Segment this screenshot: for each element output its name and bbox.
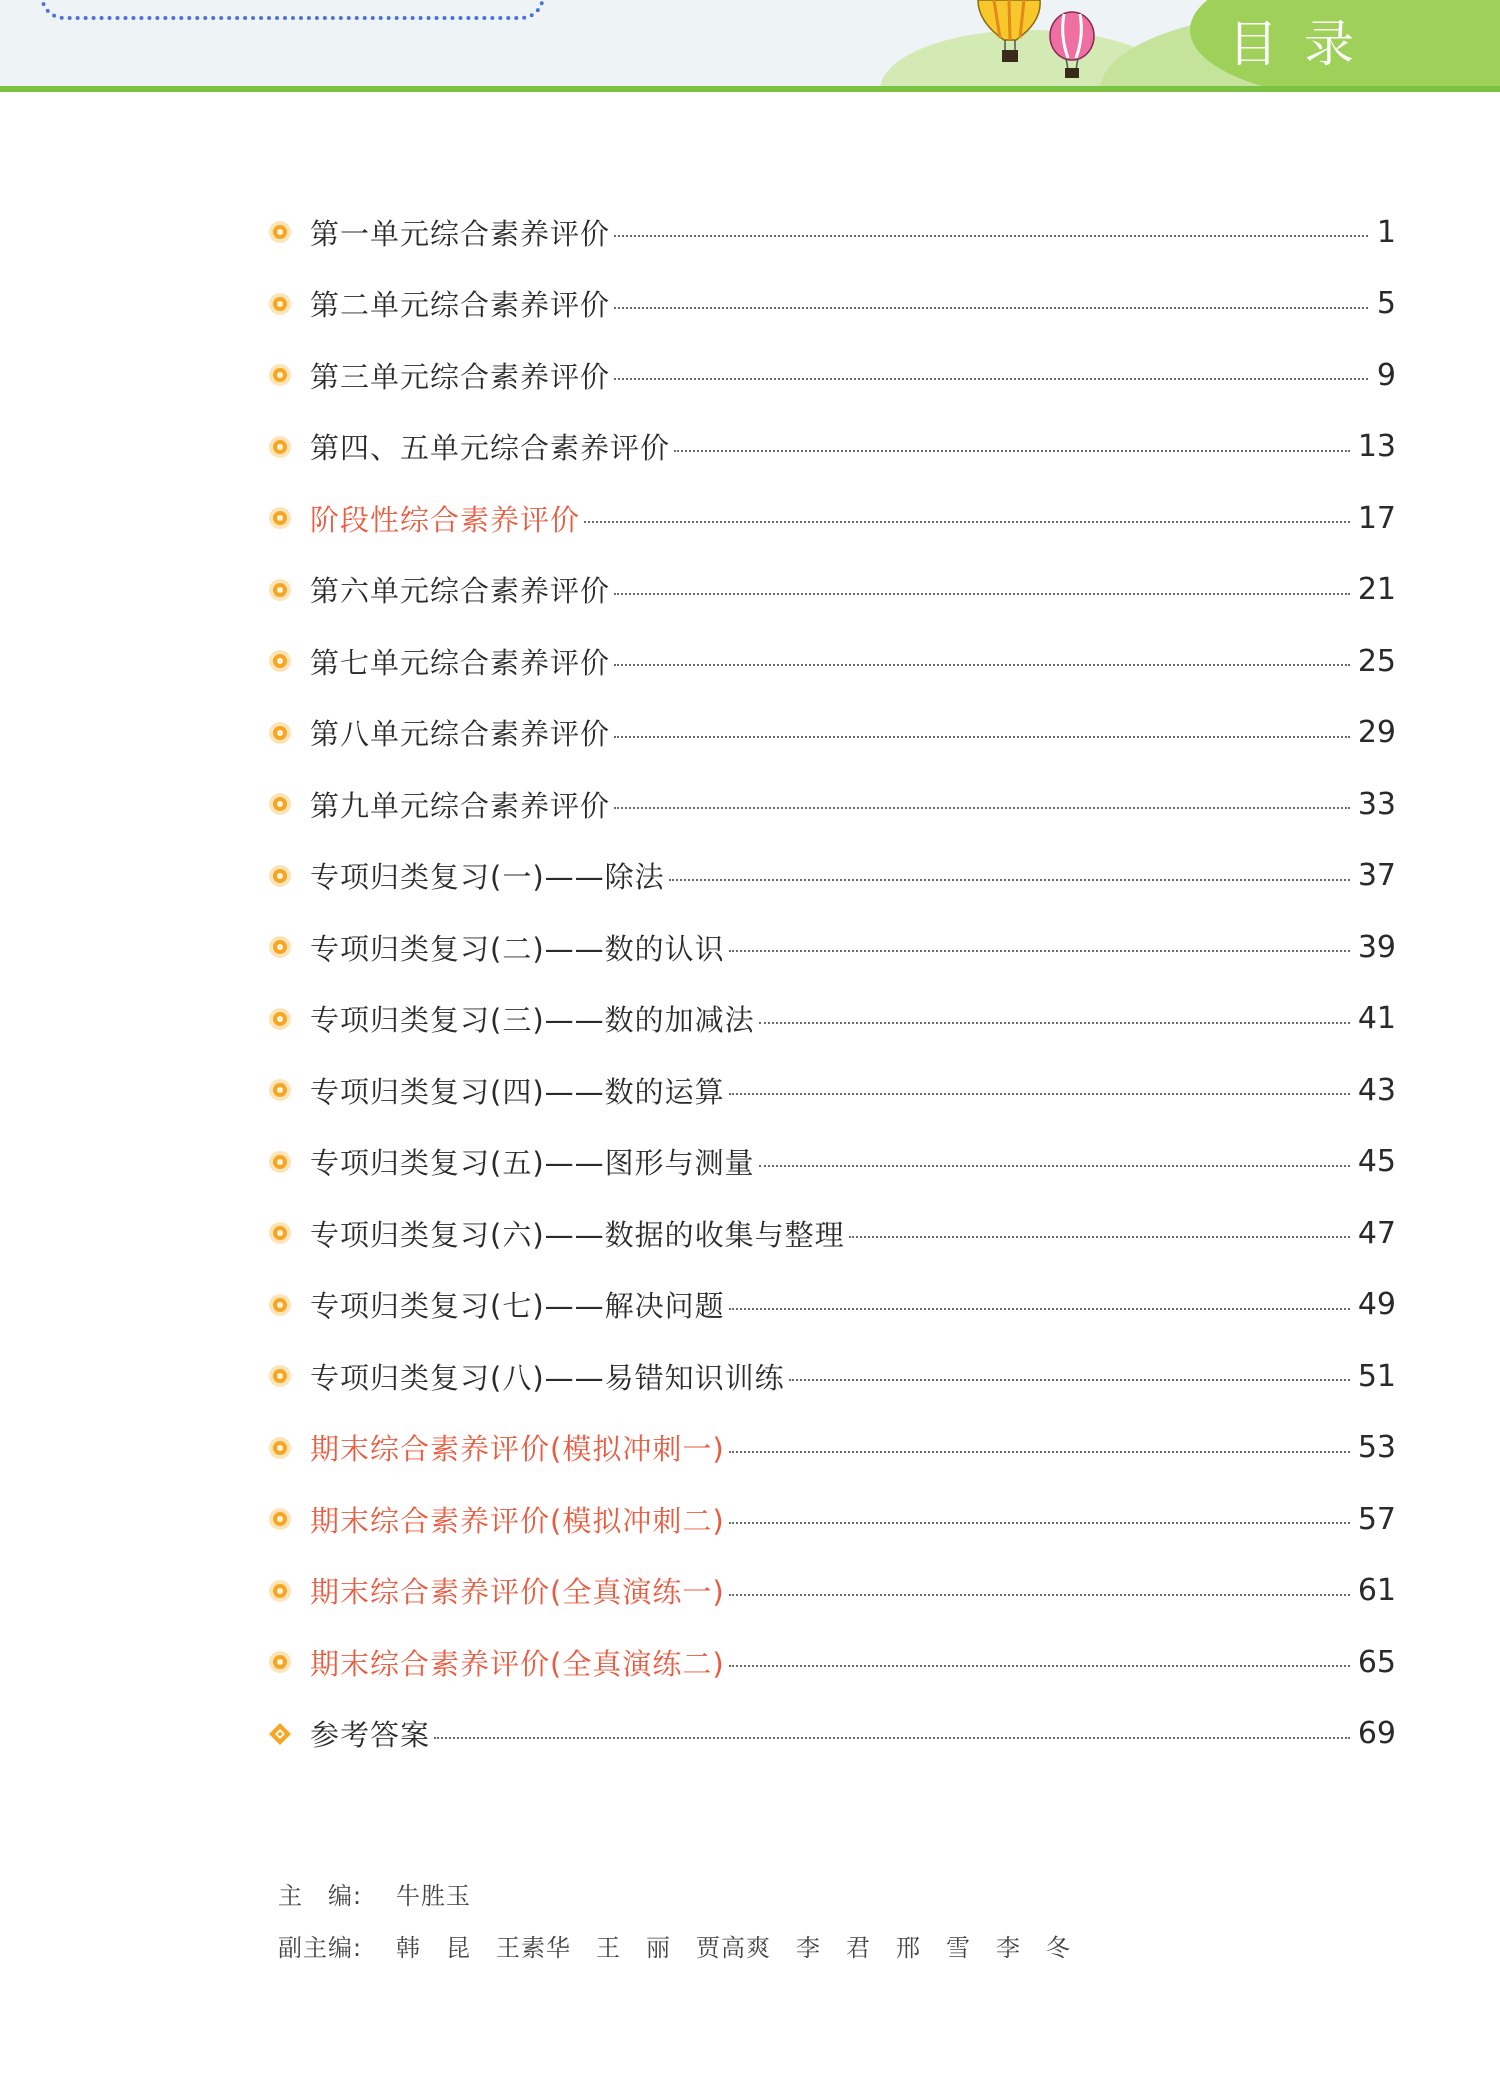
page-title: 目录 — [1228, 15, 1380, 73]
toc-entry[interactable] — [268, 1279, 1396, 1331]
pink-balloon-icon — [1050, 12, 1094, 78]
toc-entry[interactable] — [268, 1350, 1396, 1402]
toc-entry-page-number: 39 — [1357, 929, 1396, 965]
dot-leader — [674, 450, 1350, 452]
toc-entry-page-number: 37 — [1357, 858, 1396, 893]
dot-bullet-icon — [268, 1507, 292, 1531]
toc-entry[interactable] — [268, 1565, 1396, 1617]
deputy-editor-names: 韩 昆 王素华 王 丽 贾高爽 李 君 邢 雪 李 冬 — [396, 1934, 1071, 1962]
dotted-frame-decoration — [40, 0, 545, 20]
toc-entry-page-number: 49 — [1357, 1287, 1396, 1322]
dot-bullet-icon — [268, 864, 292, 888]
toc-entry[interactable] — [268, 564, 1396, 616]
toc-entry-title: 第一单元综合素养评价 — [310, 216, 611, 251]
toc-entry-title: 第四、五单元综合素养评价 — [310, 431, 671, 465]
toc-entry-page-number: 9 — [1376, 357, 1396, 393]
page-header — [0, 0, 1500, 92]
toc-entry-page-number: 45 — [1357, 1144, 1396, 1179]
toc-entry-page-number: 61 — [1357, 1573, 1396, 1608]
hot-air-balloons-icon — [960, 0, 1100, 92]
dot-bullet-icon — [268, 1293, 292, 1317]
toc-entry[interactable] — [268, 635, 1396, 687]
toc-entry-title: 专项归类复习(八)——易错知识训练 — [310, 1360, 785, 1395]
toc-entry-title: 期末综合素养评价(全真演练一) — [310, 1575, 725, 1609]
yellow-balloon-icon — [978, 0, 1040, 62]
dot-bullet-icon — [268, 1221, 292, 1245]
dot-leader — [759, 1022, 1350, 1024]
toc-entry[interactable] — [268, 1136, 1396, 1188]
toc-entry-title: 专项归类复习(七)——解决问题 — [310, 1289, 725, 1323]
toc-entry-title: 参考答案 — [310, 1718, 431, 1752]
dot-bullet-icon — [268, 1150, 292, 1174]
dot-leader — [849, 1236, 1350, 1238]
toc-entry[interactable] — [268, 421, 1396, 473]
toc-entry[interactable] — [268, 1207, 1396, 1259]
toc-entry-page-number: 1 — [1376, 214, 1396, 250]
toc-entry[interactable] — [268, 1708, 1396, 1760]
dot-leader — [614, 593, 1350, 595]
dot-bullet-icon — [268, 363, 292, 387]
dot-leader — [614, 235, 1368, 237]
toc-entry-title: 第九单元综合素养评价 — [310, 788, 611, 823]
toc-entry[interactable] — [268, 993, 1396, 1045]
toc-entry-page-number: 57 — [1357, 1501, 1396, 1537]
toc-entry[interactable] — [268, 1064, 1396, 1116]
dot-bullet-icon — [268, 1078, 292, 1102]
toc-entry-page-number: 47 — [1357, 1215, 1396, 1251]
toc-entry-page-number: 43 — [1357, 1072, 1396, 1108]
dot-bullet-icon — [268, 506, 292, 530]
toc-entry-page-number: 29 — [1357, 715, 1396, 750]
toc-entry[interactable] — [268, 707, 1396, 759]
toc-entry-title: 专项归类复习(三)——数的加减法 — [310, 1003, 755, 1037]
dot-leader — [584, 521, 1350, 523]
toc-entry-page-number: 21 — [1357, 572, 1396, 607]
dot-leader — [614, 664, 1350, 666]
dot-bullet-icon — [268, 649, 292, 673]
toc-entry-title: 阶段性综合素养评价 — [310, 502, 581, 537]
toc-entry[interactable] — [268, 1636, 1396, 1688]
toc-entry-title: 期末综合素养评价(全真演练二) — [310, 1646, 725, 1681]
toc-entry-page-number: 33 — [1357, 786, 1396, 822]
dot-leader — [729, 950, 1350, 952]
dot-leader — [729, 1665, 1350, 1667]
toc-entry-page-number: 13 — [1357, 429, 1396, 464]
dot-leader — [729, 1451, 1350, 1453]
dot-leader — [614, 378, 1368, 380]
dot-bullet-icon — [268, 1650, 292, 1674]
chief-editor-label: 主 编: — [278, 1882, 363, 1910]
dot-bullet-icon — [268, 292, 292, 316]
toc-entry-title: 专项归类复习(六)——数据的收集与整理 — [310, 1217, 845, 1252]
dot-bullet-icon — [268, 1007, 292, 1031]
dot-leader — [789, 1379, 1350, 1381]
dot-bullet-icon — [268, 792, 292, 816]
dot-bullet-icon — [268, 1364, 292, 1388]
dot-leader — [614, 307, 1368, 309]
toc-entry-page-number: 51 — [1357, 1358, 1396, 1394]
toc-entry-title: 专项归类复习(一)——除法 — [310, 860, 665, 894]
dot-leader — [729, 1308, 1350, 1310]
dot-bullet-icon — [268, 435, 292, 459]
deputy-editor-label: 副主编: — [278, 1934, 363, 1962]
toc-entry-page-number: 65 — [1357, 1644, 1396, 1680]
toc-entry-title: 第七单元综合素养评价 — [310, 645, 611, 680]
dot-bullet-icon — [268, 935, 292, 959]
dot-leader — [729, 1522, 1350, 1524]
toc-entry-title: 专项归类复习(二)——数的认识 — [310, 931, 725, 966]
toc-entry[interactable] — [268, 349, 1396, 401]
toc-entry[interactable] — [268, 921, 1396, 973]
toc-entry[interactable] — [268, 278, 1396, 330]
toc-entry-title: 期末综合素养评价(模拟冲刺一) — [310, 1432, 725, 1466]
toc-entry-page-number: 17 — [1357, 500, 1396, 536]
dot-leader — [729, 1594, 1350, 1596]
dot-bullet-icon — [268, 1436, 292, 1460]
toc-entry[interactable] — [268, 1422, 1396, 1474]
toc-entry[interactable] — [268, 206, 1396, 258]
toc-entry[interactable] — [268, 1493, 1396, 1545]
dot-leader — [669, 879, 1350, 881]
toc-entry[interactable] — [268, 778, 1396, 830]
diamond-bullet-icon — [268, 1722, 292, 1746]
toc-entry-page-number: 53 — [1357, 1430, 1396, 1465]
toc-entry-title: 专项归类复习(五)——图形与测量 — [310, 1146, 755, 1180]
dot-bullet-icon — [268, 578, 292, 602]
toc-entry-title: 第八单元综合素养评价 — [310, 717, 611, 751]
toc-entry-title: 第三单元综合素养评价 — [310, 359, 611, 394]
dot-leader — [759, 1165, 1350, 1167]
toc-entry-page-number: 69 — [1357, 1716, 1396, 1751]
chief-editor-line — [278, 1876, 471, 1911]
toc-entry-title: 第六单元综合素养评价 — [310, 574, 611, 608]
dot-leader — [614, 807, 1350, 809]
dot-bullet-icon — [268, 1579, 292, 1603]
header-green-bar — [0, 86, 1500, 92]
chief-editor-name: 牛胜玉 — [396, 1882, 471, 1910]
dot-leader — [434, 1737, 1350, 1739]
toc-entry-title: 期末综合素养评价(模拟冲刺二) — [310, 1503, 725, 1538]
dot-bullet-icon — [268, 721, 292, 745]
toc-entry[interactable] — [268, 850, 1396, 902]
toc-entry-title: 专项归类复习(四)——数的运算 — [310, 1074, 725, 1109]
toc-entry[interactable] — [268, 492, 1396, 544]
dot-leader — [614, 736, 1350, 738]
toc-entry-page-number: 25 — [1357, 643, 1396, 679]
toc-entry-page-number: 5 — [1376, 286, 1396, 321]
deputy-editor-line — [278, 1928, 1071, 1963]
toc-entry-title: 第二单元综合素养评价 — [310, 288, 611, 322]
dot-bullet-icon — [268, 220, 292, 244]
dot-leader — [729, 1093, 1350, 1095]
toc-entry-page-number: 41 — [1357, 1001, 1396, 1036]
